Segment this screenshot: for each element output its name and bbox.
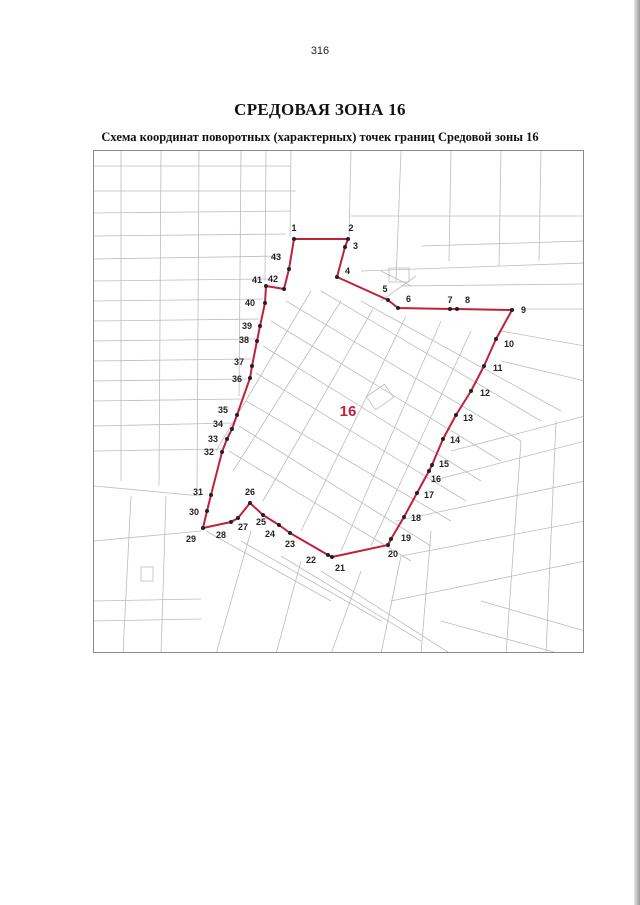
point-label-16: 16 [431, 474, 442, 484]
boundary-point-22 [326, 553, 330, 557]
zone-title: СРЕДОВАЯ ЗОНА 16 [234, 100, 406, 119]
boundary-point-12 [469, 389, 473, 393]
point-label-39: 39 [242, 321, 253, 331]
boundary-point-33 [225, 437, 229, 441]
boundary-point-8 [455, 307, 459, 311]
boundary-point-29 [201, 526, 205, 530]
boundary-point-36 [248, 376, 252, 380]
point-label-42: 42 [268, 274, 279, 284]
point-label-34: 34 [213, 419, 224, 429]
point-label-20: 20 [388, 549, 399, 559]
boundary-point-labels [186, 223, 526, 573]
boundary-point-34 [230, 427, 234, 431]
point-label-38: 38 [239, 335, 250, 345]
boundary-point-16 [427, 469, 431, 473]
point-label-25: 25 [256, 517, 267, 527]
boundary-point-41 [264, 284, 268, 288]
point-label-22: 22 [306, 555, 317, 565]
point-label-12: 12 [480, 388, 491, 398]
point-label-37: 37 [234, 357, 245, 367]
point-label-21: 21 [335, 563, 346, 573]
boundary-point-35 [235, 413, 239, 417]
boundary-point-31 [209, 493, 213, 497]
boundary-point-1 [292, 237, 296, 241]
boundary-point-26 [248, 501, 252, 505]
boundary-point-32 [220, 450, 224, 454]
point-label-41: 41 [252, 275, 263, 285]
boundary-point-13 [454, 413, 458, 417]
point-label-5: 5 [382, 284, 388, 294]
boundary-point-37 [250, 364, 254, 368]
point-label-33: 33 [208, 434, 219, 444]
boundary-point-38 [255, 339, 259, 343]
point-label-7: 7 [447, 295, 453, 305]
zone-map[interactable] [94, 151, 584, 653]
point-label-14: 14 [450, 435, 461, 445]
boundary-point-15 [430, 463, 434, 467]
boundary-point-28 [229, 520, 233, 524]
point-label-11: 11 [493, 363, 503, 373]
point-label-40: 40 [245, 298, 256, 308]
zone-boundary[interactable] [203, 239, 515, 557]
point-label-8: 8 [465, 295, 471, 305]
boundary-point-7 [448, 307, 452, 311]
point-label-43: 43 [271, 252, 282, 262]
boundary-point-21 [330, 555, 334, 559]
point-label-15: 15 [439, 459, 450, 469]
point-label-13: 13 [463, 413, 474, 423]
boundary-point-6 [396, 306, 400, 310]
boundary-point-42 [282, 287, 286, 291]
zone-number-label: 16 [339, 403, 357, 420]
point-label-17: 17 [424, 490, 435, 500]
boundary-point-23 [288, 531, 292, 535]
boundary-point-30 [205, 509, 209, 513]
point-label-18: 18 [411, 513, 422, 523]
boundary-point-3 [343, 245, 347, 249]
point-label-10: 10 [504, 339, 515, 349]
boundary-point-24 [277, 523, 281, 527]
point-label-36: 36 [232, 374, 243, 384]
point-label-9: 9 [521, 305, 527, 315]
page-number: 316 [310, 45, 330, 57]
boundary-point-39 [258, 324, 262, 328]
zone-subtitle: Схема координат поворотных (характерных) точек границ Средовой зоны 16 [101, 130, 539, 144]
point-label-23: 23 [285, 539, 296, 549]
boundary-point-19 [389, 537, 393, 541]
point-label-19: 19 [401, 533, 412, 543]
point-label-30: 30 [189, 507, 200, 517]
point-label-28: 28 [216, 530, 227, 540]
map-frame[interactable] [93, 150, 584, 653]
point-label-31: 31 [193, 487, 204, 497]
street-grid [94, 151, 584, 653]
point-label-24: 24 [265, 529, 276, 539]
boundary-point-17 [415, 491, 419, 495]
point-label-27: 27 [238, 522, 249, 532]
boundary-point-43 [287, 267, 291, 271]
point-label-2: 2 [348, 223, 354, 233]
point-label-32: 32 [204, 447, 215, 457]
boundary-point-10 [494, 337, 498, 341]
point-label-6: 6 [406, 294, 412, 304]
boundary-point-4 [335, 275, 339, 279]
point-label-26: 26 [245, 487, 256, 497]
point-label-1: 1 [291, 223, 297, 233]
boundary-point-11 [482, 364, 486, 368]
boundary-point-9 [510, 308, 514, 312]
point-label-35: 35 [218, 405, 229, 415]
point-label-29: 29 [186, 534, 197, 544]
point-label-3: 3 [353, 241, 359, 251]
scan-edge [634, 0, 640, 905]
boundary-point-14 [441, 437, 445, 441]
point-label-4: 4 [345, 266, 351, 276]
boundary-point-2 [346, 237, 350, 241]
boundary-point-5 [386, 298, 390, 302]
boundary-point-20 [386, 543, 390, 547]
boundary-point-27 [236, 516, 240, 520]
boundary-point-18 [402, 515, 406, 519]
boundary-point-40 [263, 301, 267, 305]
